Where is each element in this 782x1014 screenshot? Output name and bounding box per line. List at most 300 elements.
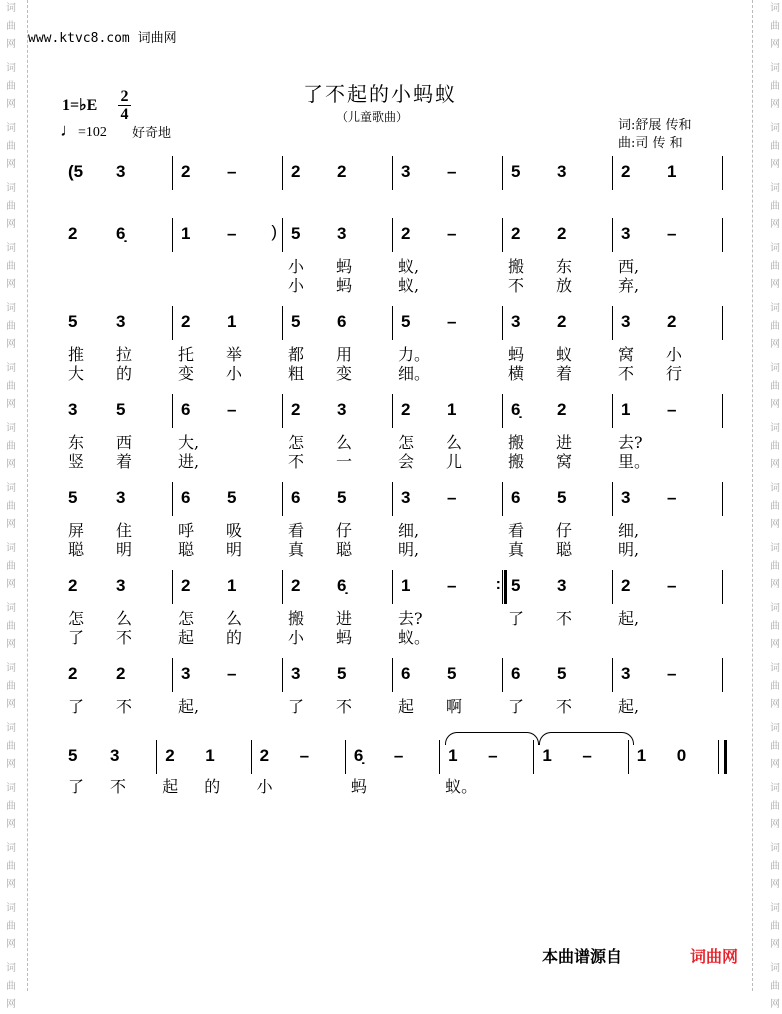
watermark-char: 词 [6, 123, 16, 134]
note: 5 [68, 746, 78, 765]
lyric-char: 都 [288, 345, 305, 364]
watermark-char: 网 [6, 939, 16, 950]
watermark-char: 网 [770, 39, 780, 50]
measure [502, 570, 613, 604]
measure [62, 658, 172, 692]
note: 2 [401, 400, 411, 419]
lyric-char: 蚁。 [398, 628, 431, 647]
lyric-char: 搬 [508, 452, 525, 471]
measure [502, 306, 613, 340]
measure [612, 658, 723, 692]
lyric-char: 么 [226, 609, 243, 628]
lyric-char: 仔 [556, 521, 573, 540]
note: 3 [116, 576, 126, 595]
watermark-char: 词 [770, 183, 780, 194]
score-row [62, 156, 722, 186]
note: 3 [621, 664, 631, 683]
watermark-char: 曲 [770, 861, 780, 872]
measure [172, 570, 283, 604]
watermark-char: 曲 [6, 141, 16, 152]
watermark-char: 词 [6, 423, 16, 434]
note: 2 [259, 746, 270, 765]
note: – [667, 488, 677, 507]
watermark-char: 曲 [770, 561, 780, 572]
note: 2 [337, 162, 347, 181]
note: 1 [205, 746, 215, 765]
note: – [488, 746, 498, 765]
lyric-char: 起 [178, 628, 195, 647]
note: – [393, 746, 404, 765]
lyric-char: 小 [288, 257, 305, 276]
note: 2 [401, 224, 411, 243]
source-site-link[interactable]: 词曲网 [690, 947, 739, 966]
note: 6̣ [337, 576, 347, 595]
lyric-char: 窝 [618, 345, 635, 364]
watermark-char: 词 [6, 63, 16, 74]
watermark-char: 曲 [6, 501, 16, 512]
watermark-char: 曲 [770, 201, 780, 212]
note: 6̣ [116, 224, 126, 243]
watermark-char: 网 [770, 219, 780, 230]
watermark-char: 曲 [6, 681, 16, 692]
note: 6 [181, 488, 191, 507]
measure [612, 482, 723, 516]
watermark-char: 词 [770, 423, 780, 434]
watermark-char: 网 [770, 819, 780, 830]
note: 2 [181, 312, 191, 331]
watermark-char: 曲 [770, 981, 780, 992]
lyric-char: 真 [508, 540, 525, 559]
lyric-char: 弃, [618, 276, 640, 295]
note: 3 [401, 488, 411, 507]
measure [156, 740, 251, 774]
watermark-char: 网 [6, 159, 16, 170]
lyric-char: 一 [336, 452, 353, 471]
watermark-char: 网 [6, 579, 16, 590]
watermark-char: 词 [6, 903, 16, 914]
note: 5 [116, 400, 126, 419]
note: 5 [68, 312, 78, 331]
note: 6 [511, 664, 521, 683]
note: – [227, 224, 237, 243]
lyric-char: 大, [178, 433, 200, 452]
score-row [62, 658, 722, 688]
watermark-char: 曲 [770, 801, 780, 812]
lyric-char: 搬 [508, 433, 525, 452]
watermark-char: 曲 [770, 261, 780, 272]
lyric-char: 不 [618, 364, 635, 383]
lyric-char: 搬 [288, 609, 305, 628]
barline [722, 482, 723, 516]
note: 5 [337, 664, 347, 683]
barline [722, 306, 723, 340]
lyric-char: 小 [288, 628, 305, 647]
measure [392, 658, 503, 692]
quarter-note-icon: ♩ [60, 120, 78, 140]
lyric-char: 不 [288, 452, 305, 471]
note: 3 [68, 400, 78, 419]
lyric-char: 啊 [446, 697, 463, 716]
barline [722, 218, 723, 252]
barline [722, 156, 723, 190]
lyric-char: 小 [288, 276, 305, 295]
note: 2 [557, 224, 567, 243]
note: 2 [181, 162, 191, 181]
watermark-char: 网 [770, 99, 780, 110]
watermark-char: 网 [6, 279, 16, 290]
measure [392, 394, 503, 428]
note: 1 [227, 576, 237, 595]
measure [62, 570, 172, 604]
lyric-char: 去? [618, 433, 643, 452]
watermark-char: 词 [770, 723, 780, 734]
watermark-char: 曲 [770, 921, 780, 932]
measure [502, 156, 613, 190]
lyric-char: 进 [336, 609, 353, 628]
watermark-char: 曲 [6, 81, 16, 92]
lyric-char: 仔 [336, 521, 353, 540]
note: 2 [116, 664, 126, 683]
lyric-char: 了 [68, 628, 85, 647]
watermark-char: 词 [770, 663, 780, 674]
lyric-char: 明, [618, 540, 640, 559]
watermark-char: 网 [6, 339, 16, 350]
lyric-char: 住 [116, 521, 133, 540]
note: 3 [337, 224, 347, 243]
lyric-char: 聪 [556, 540, 573, 559]
measure [612, 394, 723, 428]
lyric-char: 看 [508, 521, 525, 540]
lyric-char: 不 [116, 697, 133, 716]
measure [392, 156, 503, 190]
watermark-char: 词 [770, 783, 780, 794]
note: 3 [557, 576, 567, 595]
note: 3 [401, 162, 411, 181]
watermark-char: 网 [770, 759, 780, 770]
lyric-char: 么 [336, 433, 353, 452]
note: 2 [291, 162, 301, 181]
watermark-char: 词 [6, 183, 16, 194]
watermark-char: 词 [770, 543, 780, 554]
lyric-char: 蚂 [336, 276, 353, 295]
lyric-char: 东 [556, 257, 573, 276]
note: 6 [337, 312, 347, 331]
lyric-char: 着 [556, 364, 573, 383]
watermark-char: 词 [770, 243, 780, 254]
watermark-char: 曲 [6, 261, 16, 272]
note: 3 [110, 746, 120, 765]
note: 5 [557, 488, 567, 507]
watermark-char: 词 [770, 963, 780, 974]
measure [392, 218, 503, 252]
watermark-char: 网 [6, 759, 16, 770]
measure [62, 306, 172, 340]
score-row [62, 394, 722, 424]
watermark-char: 网 [770, 519, 780, 530]
measure [172, 394, 283, 428]
watermark-char: 曲 [6, 381, 16, 392]
note: – [447, 162, 457, 181]
lyric-char: 了 [68, 697, 85, 716]
note: 5 [227, 488, 237, 507]
watermark-char: 网 [770, 159, 780, 170]
expression-mark: 好奇地 [132, 126, 172, 141]
watermark-char: 词 [6, 663, 16, 674]
note: – [447, 488, 457, 507]
lyric-char: 怎 [288, 433, 305, 452]
lyric-char: 聪 [336, 540, 353, 559]
note: 3 [116, 312, 126, 331]
watermark-char: 网 [6, 639, 16, 650]
lyric-char: 怎 [398, 433, 415, 452]
note: – [299, 746, 310, 765]
lyric-char: 用 [336, 345, 353, 364]
measure [502, 482, 613, 516]
lyric-char: 儿 [446, 452, 463, 471]
note: 2 [621, 576, 631, 595]
note: 5 [511, 576, 521, 595]
composer: 曲:司 传 和 [618, 136, 683, 151]
note: 6 [291, 488, 301, 507]
lyric-char: 进 [556, 433, 573, 452]
watermark-char: 曲 [6, 921, 16, 932]
barline [722, 570, 723, 604]
note: 6 [511, 488, 521, 507]
note: 5 [291, 224, 301, 243]
lyric-char: 么 [446, 433, 463, 452]
note: 5 [511, 162, 521, 181]
note: 1 [448, 746, 458, 765]
note: 3 [337, 400, 347, 419]
note: 3 [291, 664, 301, 683]
note: 2 [291, 400, 301, 419]
measure [282, 306, 393, 340]
lyric-char: 呼 [178, 521, 195, 540]
measure [502, 394, 613, 428]
watermark-char: 词 [6, 3, 16, 14]
watermark-char: 网 [6, 219, 16, 230]
watermark-char: 曲 [6, 621, 16, 632]
watermark-char: 曲 [770, 381, 780, 392]
lyric-char: 不 [110, 777, 127, 796]
note: – [667, 576, 677, 595]
lyric-char: 蚂 [350, 777, 367, 796]
watermark-char: 曲 [6, 861, 16, 872]
lyric-char: 了 [288, 697, 305, 716]
watermark-char: 曲 [770, 21, 780, 32]
watermark-right [752, 0, 782, 1010]
watermark-char: 网 [6, 819, 16, 830]
lyric-char: 起, [618, 609, 640, 628]
lyric-char: 不 [116, 628, 133, 647]
lyric-char: 了 [508, 697, 525, 716]
lyric-char: 托 [178, 345, 195, 364]
lyric-char: 不 [336, 697, 353, 716]
lyric-char: 去? [398, 609, 423, 628]
note: 2 [181, 576, 191, 595]
watermark-char: 词 [6, 243, 16, 254]
lyric-char: 细, [398, 521, 420, 540]
note: 1 [621, 400, 631, 419]
watermark-char: 词 [770, 363, 780, 374]
measure [612, 570, 723, 604]
measure [62, 156, 172, 190]
watermark-char: 网 [6, 999, 16, 1010]
lyric-char: 蚁, [398, 276, 420, 295]
watermark-char: 词 [770, 3, 780, 14]
note: 2 [68, 664, 78, 683]
measure [62, 482, 172, 516]
lyric-char: 举 [226, 345, 243, 364]
measure [172, 658, 283, 692]
note: 5 [68, 488, 78, 507]
watermark-char: 曲 [6, 741, 16, 752]
time-top: 2 [118, 88, 131, 106]
measure [251, 740, 346, 774]
measure [612, 218, 723, 252]
lyric-char: 聪 [178, 540, 195, 559]
measure [392, 570, 503, 604]
watermark-char: 曲 [770, 81, 780, 92]
measure [282, 156, 393, 190]
watermark-char: 曲 [770, 621, 780, 632]
lyric-char: 不 [556, 697, 573, 716]
lyric-char: 横 [508, 364, 525, 383]
lyric-char: 行 [666, 364, 683, 383]
measure [172, 306, 283, 340]
lyric-char: 蚂 [336, 257, 353, 276]
watermark-char: 网 [6, 699, 16, 710]
note: 2 [557, 312, 567, 331]
measure [282, 218, 393, 252]
watermark-char: 曲 [770, 681, 780, 692]
watermark-char: 词 [6, 603, 16, 614]
note: 2 [68, 576, 78, 595]
note: – [227, 400, 237, 419]
watermark-char: 网 [770, 339, 780, 350]
measure [612, 156, 723, 190]
note: – [667, 664, 677, 683]
note: – [582, 746, 592, 765]
lyric-char: 拉 [116, 345, 133, 364]
watermark-left [0, 0, 30, 1010]
lyric-char: 西, [618, 257, 640, 276]
lyric-char: 窝 [556, 452, 573, 471]
note: 2 [291, 576, 301, 595]
watermark-char: 网 [770, 939, 780, 950]
note: 1 [227, 312, 237, 331]
lyric-char: 起, [618, 697, 640, 716]
note: – [227, 162, 237, 181]
watermark-char: 曲 [6, 981, 16, 992]
score-row [62, 570, 722, 600]
lyric-char: 搬 [508, 257, 525, 276]
tie-arc [445, 732, 539, 745]
watermark-char: 词 [770, 603, 780, 614]
note: 3 [621, 488, 631, 507]
lyric-char: 么 [116, 609, 133, 628]
note: 3 [116, 162, 126, 181]
lyric-char: 真 [288, 540, 305, 559]
note: 3 [116, 488, 126, 507]
site-header[interactable]: www.ktvc8.com 词曲网 [28, 31, 177, 46]
note: 6 [181, 400, 191, 419]
note: – [667, 400, 677, 419]
note: 6̣ [511, 400, 521, 419]
lyric-char: 明 [226, 540, 243, 559]
watermark-char: 曲 [770, 141, 780, 152]
measure [172, 156, 283, 190]
note: 2 [621, 162, 631, 181]
watermark-char: 网 [770, 879, 780, 890]
note: 1 [636, 746, 647, 765]
watermark-char: 词 [770, 63, 780, 74]
lyric-char: 竖 [68, 452, 85, 471]
watermark-char: 词 [6, 363, 16, 374]
lyric-char: 怎 [178, 609, 195, 628]
note: 2 [667, 312, 677, 331]
close-paren: ) [271, 222, 277, 241]
watermark-char: 词 [770, 303, 780, 314]
note: 5 [401, 312, 411, 331]
note: 2 [511, 224, 521, 243]
tempo-marking [60, 120, 107, 141]
watermark-char: 曲 [6, 201, 16, 212]
note: 2 [557, 400, 567, 419]
measure [62, 740, 156, 774]
watermark-char: 曲 [770, 501, 780, 512]
note: 5 [337, 488, 347, 507]
lyric-char: 蚂 [336, 628, 353, 647]
note: 1 [181, 224, 191, 243]
lyric-char: 力。 [398, 345, 431, 364]
source-label: 本曲谱源自 [542, 947, 623, 966]
key-signature: 1=♭E [62, 97, 98, 114]
lyric-char: 蚂 [508, 345, 525, 364]
watermark-char: 曲 [6, 561, 16, 572]
measure [612, 306, 723, 340]
lyric-char: 西 [116, 433, 133, 452]
note: 5 [291, 312, 301, 331]
lyric-char: 着 [116, 452, 133, 471]
measure [62, 394, 172, 428]
measure [502, 218, 613, 252]
note: 1 [447, 400, 457, 419]
note: 2 [165, 746, 175, 765]
note: 0 [676, 746, 687, 765]
watermark-char: 词 [6, 963, 16, 974]
final-barline [718, 740, 727, 774]
note: 2 [68, 224, 78, 243]
watermark-char: 词 [770, 843, 780, 854]
watermark-char: 词 [6, 303, 16, 314]
lyric-char: 小 [256, 777, 273, 796]
watermark-char: 曲 [6, 21, 16, 32]
watermark-char: 网 [6, 99, 16, 110]
lyric-char: 细。 [398, 364, 431, 383]
measure [172, 218, 283, 252]
note: 3 [511, 312, 521, 331]
score-row [62, 482, 722, 512]
note: – [667, 224, 677, 243]
lyric-char: 吸 [226, 521, 243, 540]
note: – [447, 312, 457, 331]
time-bottom: 4 [120, 106, 129, 123]
watermark-char: 曲 [770, 321, 780, 332]
lyric-char: 粗 [288, 364, 305, 383]
note: – [227, 664, 237, 683]
lyric-char: 变 [178, 364, 195, 383]
